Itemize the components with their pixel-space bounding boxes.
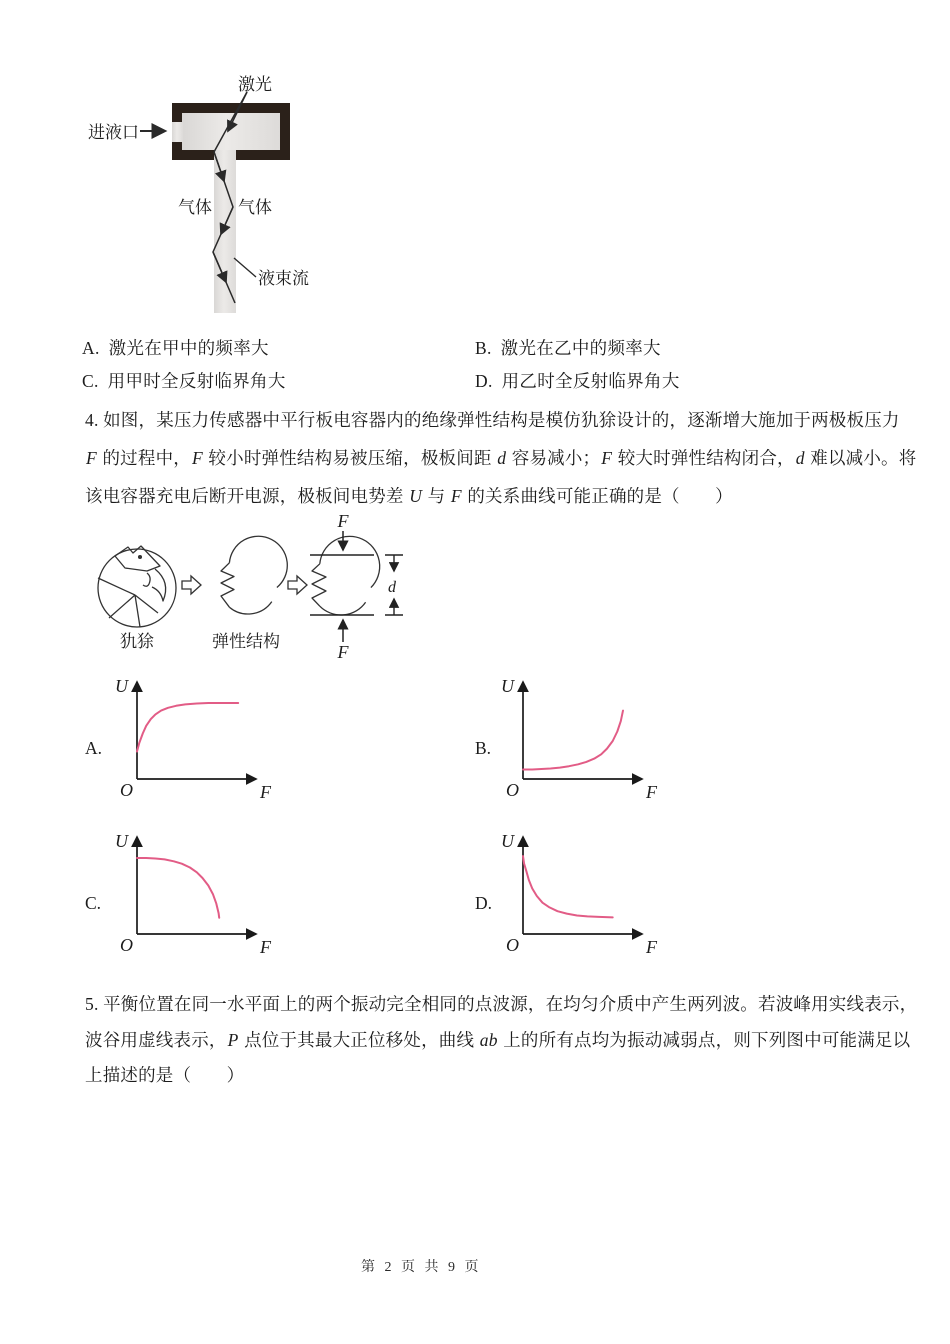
inlet-label: 进液口 — [88, 123, 139, 142]
u-f-curve — [137, 858, 219, 918]
page-footer: 第 2 页 共 9 页 — [361, 1260, 480, 1275]
origin-label: O — [120, 935, 133, 955]
arrow-right-icon — [182, 576, 201, 594]
u-f-graph-c — [112, 827, 282, 959]
jet-label: 液束流 — [258, 269, 309, 288]
option-b — [475, 335, 661, 360]
text-line: 5. 平衡位置在同一水平面上的两个振动完全相同的点波源，在均匀介质中产生两列波。若波峰用实线表示， — [85, 994, 918, 1014]
armadillo-label: 犰狳 — [120, 632, 154, 651]
origin-label: O — [120, 780, 133, 800]
option-key: B. — [475, 338, 492, 358]
force-label-top: F — [337, 511, 349, 531]
graph-option-label-c: C. — [85, 893, 102, 913]
gas-right-label: 气体 — [238, 198, 272, 217]
u-f-graph-a — [112, 672, 282, 804]
laser-label: 激光 — [238, 75, 272, 94]
u-f-graph-d — [498, 827, 668, 959]
graph-option-label-a: A. — [85, 738, 103, 758]
liquid-jet-tube — [214, 150, 236, 313]
y-axis-label: U — [115, 676, 128, 696]
text-line: 4. 如图，某压力传感器中平行板电容器内的绝缘弹性结构是模仿犰狳设计的，逐渐增大施加于两极板压力 — [85, 410, 900, 430]
x-axis-label: F — [646, 937, 657, 957]
option-text: 用甲时全反射临界角大 — [107, 371, 286, 391]
elastic-structure-label: 弹性结构 — [212, 632, 280, 651]
x-axis-label: F — [260, 782, 271, 802]
gap-dimension — [385, 555, 403, 615]
option-a — [82, 335, 269, 360]
y-axis-label: U — [115, 831, 128, 851]
option-c — [82, 368, 286, 393]
text-line: 上描述的是（ ） — [85, 1065, 245, 1085]
elastic-structure-drawing — [221, 536, 287, 614]
option-text: 激光在甲中的频率大 — [108, 338, 269, 358]
u-f-curve — [137, 703, 238, 752]
question4-text — [85, 401, 925, 515]
origin-label: O — [506, 935, 519, 955]
option-key: A. — [82, 338, 100, 358]
option-key: C. — [82, 371, 99, 391]
compressed-structure-drawing — [312, 536, 380, 615]
y-axis-label: U — [501, 676, 514, 696]
inlet-opening — [172, 122, 183, 142]
gas-left-label: 气体 — [178, 198, 212, 217]
gap-label: d — [388, 579, 396, 596]
pressure-sensor-figure — [95, 505, 415, 663]
y-axis-label: U — [501, 831, 514, 851]
u-f-graph-b — [498, 672, 668, 804]
text-line: 该电容器充电后断开电源，极板间电势差 U 与 F 的关系曲线可能正确的是（ ） — [85, 486, 733, 506]
question5-text — [85, 987, 925, 1094]
option-d — [475, 368, 680, 393]
reservoir-liquid — [182, 113, 280, 150]
armadillo-drawing — [98, 546, 176, 627]
option-text: 用乙时全反射临界角大 — [501, 371, 680, 391]
option-text: 激光在乙中的频率大 — [500, 338, 661, 358]
x-axis-label: F — [646, 782, 657, 802]
text-line: F 的过程中，F 较小时弹性结构易被压缩，极板间距 d 容易减小；F 较大时弹性结构闭合，d 难以减小。将 — [86, 448, 917, 468]
u-f-curve — [523, 856, 613, 917]
force-label-bottom: F — [337, 642, 349, 662]
arrow-right-icon — [288, 576, 307, 594]
u-f-curve — [523, 711, 623, 770]
graph-option-label-b: B. — [475, 738, 492, 758]
text-line: 波谷用虚线表示，P 点位于其最大正位移处，曲线 ab 上的所有点均为振动减弱点，则下列图中可能满足以 — [85, 1029, 911, 1050]
x-axis-label: F — [260, 937, 271, 957]
laser-jet-figure — [80, 60, 330, 322]
option-key: D. — [475, 371, 493, 391]
jet-leader-line — [234, 258, 256, 277]
graph-option-label-d: D. — [475, 893, 493, 913]
origin-label: O — [506, 780, 519, 800]
